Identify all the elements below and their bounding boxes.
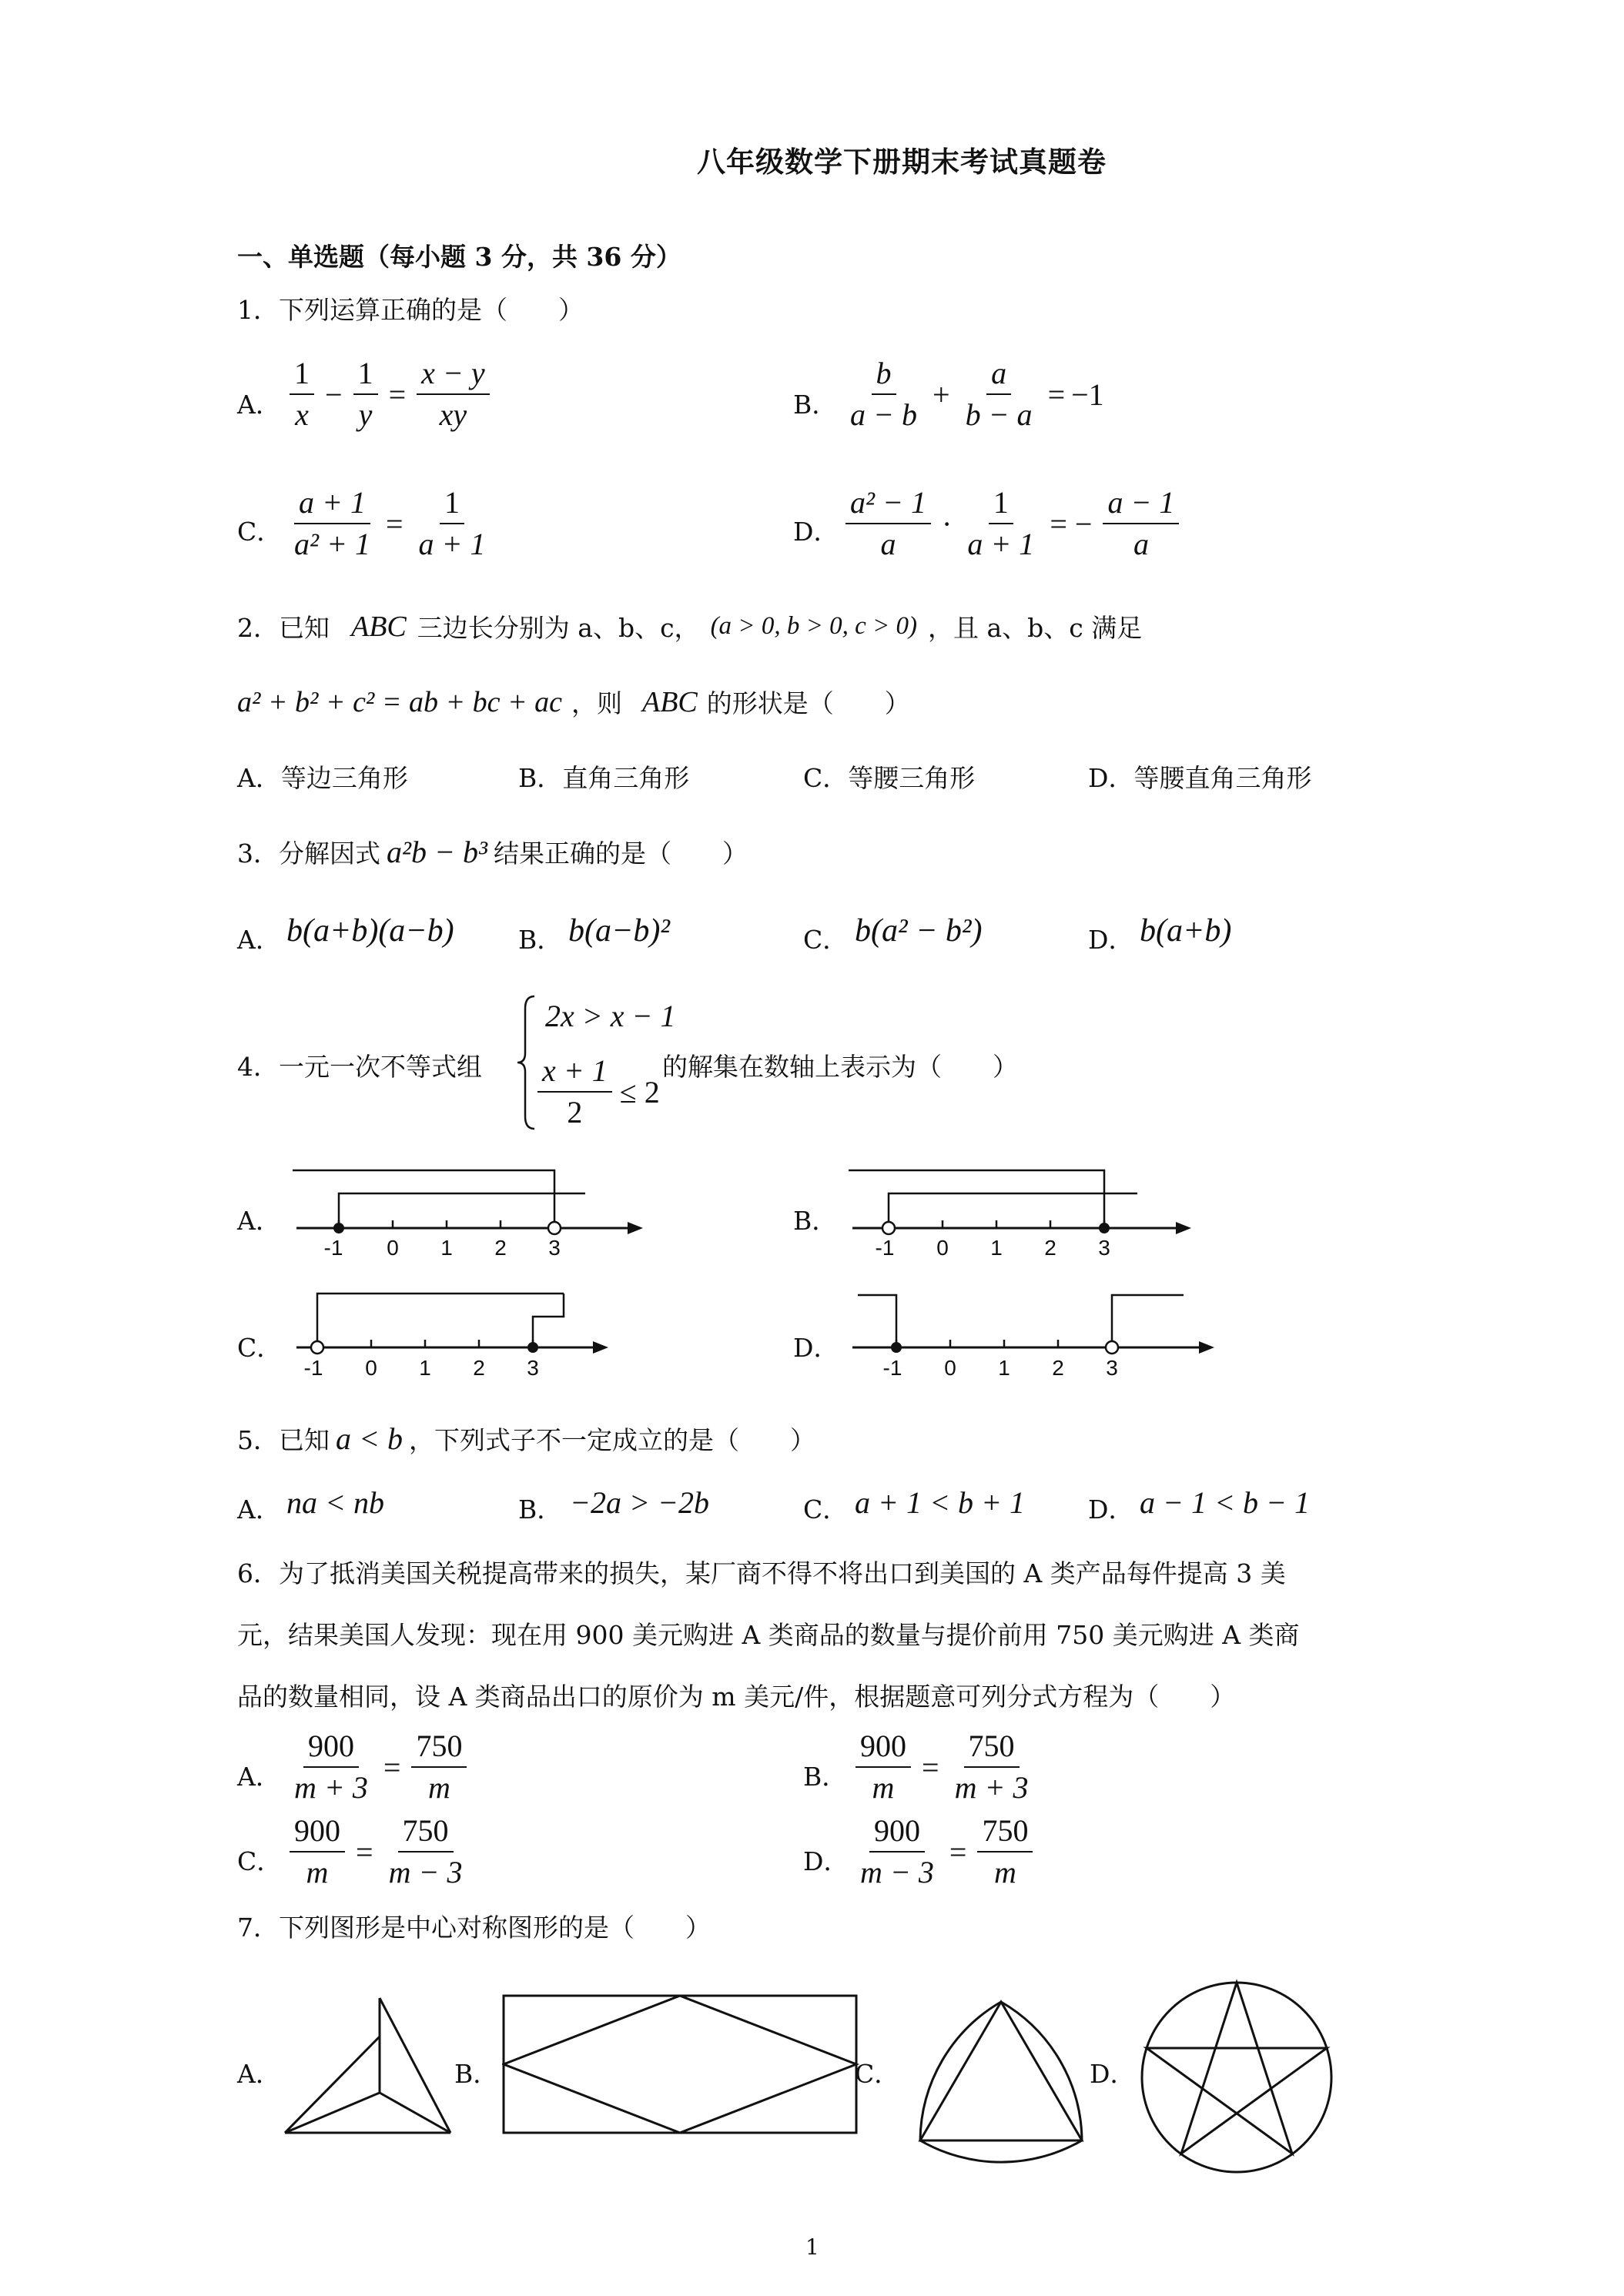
- q1-label-c: C．: [237, 517, 283, 547]
- q1c-den2: a + 1: [418, 527, 486, 561]
- q1d-num2: 1: [989, 485, 1013, 524]
- question-6-line2: 元，结果美国人发现：现在用 900 美元购进 A 类商品的数量与提价前用 750 美元购进 A 类商: [237, 1620, 1300, 1650]
- q2-text-d: ，则: [571, 688, 622, 718]
- q1d-den1: a: [880, 527, 896, 561]
- q6d-num2: 750: [977, 1813, 1033, 1853]
- q1b-den2: b − a: [965, 397, 1033, 432]
- q4-label-a: A．: [237, 1206, 281, 1236]
- q1-label-d: D．: [793, 517, 839, 547]
- axis-arrow: [628, 1222, 643, 1234]
- solution-ray-2: [293, 1170, 554, 1228]
- solution-ray-1: [849, 1170, 1104, 1228]
- q3-text-b: 结果正确的是（ ）: [493, 838, 748, 869]
- tick-label: -1: [323, 1236, 343, 1260]
- q7-label-b: B．: [454, 2059, 499, 2089]
- q5-option-b: −2a > −2b: [570, 1485, 709, 1520]
- q7-label-d: D．: [1090, 2059, 1136, 2089]
- tick-label: 3: [1106, 1356, 1118, 1380]
- q7-figure-a-pinwheel: [277, 1990, 462, 2144]
- tick-label: 3: [548, 1236, 561, 1260]
- q5-text-a: 5．已知: [237, 1425, 330, 1455]
- question-6-line1: 6．为了抵消美国关税提高带来的损失，某厂商不得不将出口到美国的 A 类产品每件提高 3 美: [237, 1558, 1286, 1588]
- q2-option-d: D．等腰直角三角形: [1088, 763, 1312, 793]
- solution-ray-2: [1112, 1295, 1184, 1347]
- solution-ray-1: [339, 1193, 585, 1228]
- q4-numberline-b: [841, 1155, 1203, 1270]
- solid-point: [891, 1342, 902, 1353]
- q2-abc-2: ABC: [642, 685, 698, 718]
- q3-option-b: b(a−b)²: [568, 913, 670, 949]
- tick-label: 0: [944, 1356, 956, 1380]
- q6c-num1: 900: [290, 1813, 345, 1853]
- question-3-stem: [237, 834, 748, 870]
- tick-label: 3: [1098, 1236, 1110, 1260]
- q6d-num1: 900: [869, 1813, 925, 1853]
- q6c-den2: m − 3: [388, 1855, 463, 1889]
- tick-label: 1: [990, 1236, 1003, 1260]
- q1c-num1: a + 1: [294, 485, 370, 524]
- q3-option-c: b(a² − b²): [855, 913, 983, 949]
- question-2-line2: [237, 684, 910, 720]
- q1-option-d: $\frac{\text{a² − 1}}{a}$ · $\frac{1}{a + 1}$ = − $\frac{a - 1}{a}$: [841, 485, 1184, 562]
- q4-inequality-2: [533, 1053, 660, 1130]
- q4-text-b: 的解集在数轴上表示为（ ）: [662, 1052, 1018, 1082]
- q7-label-a: A．: [237, 2059, 281, 2089]
- q6c-den1: m: [306, 1855, 329, 1889]
- axis-arrow: [1199, 1341, 1214, 1354]
- q2-text-e: 的形状是（ ）: [706, 688, 910, 718]
- q1a-num1: 1: [290, 356, 314, 395]
- axis-arrow: [593, 1341, 608, 1354]
- q6b-den2: m + 3: [954, 1770, 1029, 1805]
- tick-label: 1: [998, 1356, 1010, 1380]
- open-point: [311, 1341, 323, 1354]
- q3-label-d: D．: [1088, 925, 1134, 955]
- q7-figure-b-rectangle-rhombus: [502, 1994, 862, 2137]
- q1-option-a: $\frac{1}{x}$ − $\frac{1}{y}$ = $\frac{x - y}{xy}$: [285, 356, 494, 433]
- q3-label-a: A．: [237, 925, 281, 955]
- q6-label-a: A．: [237, 1762, 281, 1792]
- tick-label: 0: [936, 1236, 949, 1260]
- q1a-den1: x: [295, 397, 309, 432]
- q1a-num2: 1: [353, 356, 378, 395]
- q4-numberline-c: [285, 1286, 616, 1394]
- q3-label-c: C．: [803, 925, 849, 955]
- q3-option-a: b(a+b)(a−b): [286, 913, 454, 949]
- tick-label: 2: [1044, 1236, 1056, 1260]
- q6-option-d: $\frac{900}{m - 3}$ = $\frac{750}{m}$: [851, 1813, 1037, 1890]
- q6d-den1: m − 3: [860, 1855, 934, 1889]
- q6c-num2: 750: [398, 1813, 454, 1853]
- q7-label-c: C．: [855, 2059, 900, 2089]
- q5-label-d: D．: [1088, 1494, 1134, 1525]
- q1b-num1: b: [872, 356, 896, 395]
- q1b-rhs: −1: [1071, 377, 1104, 412]
- q7-figure-c-reuleaux: [905, 1994, 1097, 2171]
- tick-label: -1: [875, 1236, 895, 1260]
- q5-option-c: a + 1 < b + 1: [855, 1485, 1025, 1520]
- q2-condition: (a > 0, b > 0, c > 0): [710, 612, 917, 640]
- q4-ineq2-rhs: ≤ 2: [619, 1074, 660, 1110]
- q1d-den3: a: [1133, 527, 1149, 561]
- q6-option-b: $\frac{900}{m}$ = $\frac{750}{m + 3}$: [851, 1729, 1037, 1806]
- tick-label: 2: [494, 1236, 507, 1260]
- solution-ray-1: [858, 1295, 896, 1347]
- question-6-line3: 品的数量相同，设 A 类商品出口的原价为 m 美元/件，根据题意可列分式方程为（ ）: [237, 1682, 1236, 1712]
- q4-inequality-1: 2x > x − 1: [545, 999, 676, 1033]
- q1a-den3: xy: [439, 397, 467, 432]
- q6-label-c: C．: [237, 1846, 283, 1876]
- page-number: 1: [805, 2234, 819, 2260]
- q1c-den1: a² + 1: [294, 527, 370, 561]
- q2-option-a: A．等边三角形: [237, 763, 408, 793]
- q6d-den2: m: [994, 1855, 1016, 1889]
- tick-label: -1: [303, 1356, 323, 1380]
- axis-arrow: [1176, 1222, 1191, 1234]
- q6a-num2: 750: [411, 1729, 467, 1768]
- tick-label: 2: [473, 1356, 485, 1380]
- q3-text-a: 3．分解因式: [237, 838, 380, 869]
- q1d-num1: a² − 1: [845, 485, 931, 524]
- q3-option-d: b(a+b): [1140, 913, 1232, 949]
- q1b-den1: a − b: [850, 397, 917, 432]
- q7-figure-d-pentagram: [1138, 1979, 1335, 2176]
- tick-label: 3: [527, 1356, 539, 1380]
- tick-label: 1: [419, 1356, 431, 1380]
- q6b-num2: 750: [964, 1729, 1020, 1768]
- question-2-line1: [237, 608, 1142, 644]
- q6-option-c: $\frac{900}{m}$ = $\frac{750}{m - 3}$: [285, 1813, 471, 1890]
- solid-point: [527, 1342, 538, 1353]
- q2-text-a: 2．已知: [237, 613, 330, 643]
- q4-label-c: C．: [237, 1333, 283, 1363]
- open-point: [548, 1222, 561, 1234]
- section-heading: 一、单选题（每小题 3 分，共 36 分）: [237, 242, 681, 272]
- q4-numberline-d: [841, 1286, 1226, 1394]
- q1-label-b: B．: [793, 390, 838, 420]
- q1d-num3: a − 1: [1103, 485, 1179, 524]
- q5-option-a: na < nb: [286, 1485, 384, 1520]
- q4-text-a: 4．一元一次不等式组: [237, 1052, 482, 1082]
- q5-option-d: a − 1 < b − 1: [1140, 1485, 1310, 1520]
- q6-option-a: $\frac{900}{m + 3}$ = $\frac{750}{m}$: [285, 1729, 471, 1806]
- q2-abc: ABC: [351, 610, 407, 643]
- q1c-num2: 1: [440, 485, 464, 524]
- tick-label: 0: [387, 1236, 399, 1260]
- solution-ray-2: [533, 1294, 564, 1347]
- question-1-stem: 1．下列运算正确的是（ ）: [237, 295, 584, 325]
- q2-option-b: B．直角三角形: [518, 763, 690, 793]
- q4-numberline-a: [285, 1155, 647, 1270]
- q6a-den1: m + 3: [294, 1770, 368, 1805]
- question-7-stem: 7．下列图形是中心对称图形的是（ ）: [237, 1913, 711, 1943]
- q1-label-a: A．: [237, 390, 281, 420]
- q1-option-c: $\frac{a + 1}{\text{a² + 1}}$ = $\frac{1}{a + 1}$: [285, 485, 495, 562]
- q2-equation: a² + b² + c² = ab + bc + ac: [237, 685, 562, 718]
- q5-text-b: ，下列式子不一定成立的是（ ）: [409, 1425, 815, 1455]
- q1-option-b: $\frac{b}{a - b}$ + $\frac{a}{b - a}$ = −1: [841, 356, 1104, 433]
- q2-text-b: 三边长分别为 a、b、c，: [417, 613, 700, 643]
- page-title: 八年级数学下册期末考试真题卷: [697, 145, 1107, 179]
- tick-label: 2: [1052, 1356, 1064, 1380]
- q5-label-c: C．: [803, 1494, 849, 1525]
- q6-label-b: B．: [803, 1762, 848, 1792]
- tick-label: 0: [365, 1356, 377, 1380]
- q4-label-b: B．: [793, 1206, 838, 1236]
- tick-label: -1: [882, 1356, 902, 1380]
- q6b-den1: m: [872, 1770, 895, 1805]
- q1d-den2: a + 1: [967, 527, 1035, 561]
- solution-ray-1: [317, 1294, 564, 1347]
- q6-label-d: D．: [803, 1846, 849, 1876]
- open-point: [1106, 1341, 1118, 1354]
- q3-expression: a²b − b³: [387, 835, 487, 869]
- q2-option-c: C．等腰三角形: [803, 763, 976, 793]
- tick-label: 1: [440, 1236, 453, 1260]
- q6b-num1: 900: [856, 1729, 911, 1768]
- q4-label-d: D．: [793, 1333, 839, 1363]
- q6a-num1: 900: [303, 1729, 359, 1768]
- q3-label-b: B．: [518, 925, 563, 955]
- q1a-den2: y: [358, 397, 373, 432]
- q2-text-c: ，且 a、b、c 满足: [928, 613, 1143, 643]
- q4-ineq2-num: x + 1: [537, 1053, 612, 1093]
- q1a-num3: x − y: [417, 356, 490, 395]
- q5-label-a: A．: [237, 1494, 281, 1525]
- question-5-stem: [237, 1421, 815, 1457]
- open-point: [882, 1222, 895, 1234]
- solution-ray-2: [889, 1193, 1137, 1228]
- solid-point: [1099, 1223, 1110, 1233]
- q1b-num2: a: [986, 356, 1011, 395]
- q5-expression: a < b: [336, 1421, 403, 1456]
- q6a-den2: m: [428, 1770, 450, 1805]
- solid-point: [333, 1223, 344, 1233]
- q5-label-b: B．: [518, 1494, 563, 1525]
- q4-ineq2-den: 2: [567, 1095, 583, 1130]
